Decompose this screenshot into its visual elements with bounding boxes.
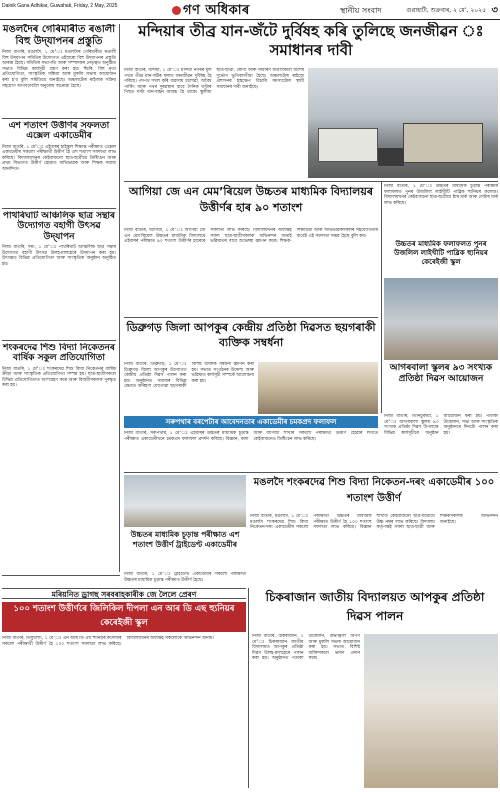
headline: উচ্চতৰ মাধ্যমিক ফলাফলত পুনৰ উজলিল লাইখীটি পাব্লিক হ্যুনিয়ৰ কেৰেইজী স্কুল xyxy=(394,240,488,266)
divider xyxy=(124,472,498,473)
masthead xyxy=(0,0,500,20)
headline: মঙলদৈ শংকৰদেৱ শিশু বিদ্যা নিকেতন-দৰং একাডেমীৰ ১০০ শতাংশ উত্তীৰ্ণ xyxy=(253,477,495,504)
article-body: নিজা বাতৰি, ১ মে’ঃ এইবাৰৰ হাইস্কুল শিক্ষান্ত পৰীক্ষাত এক্সেল একাডেমীৰ সকলো পৰীক্ষাৰ্থী উত্তীৰ্ণ হৈ এশ শতাংশ সফলতা লাভ কৰিছে। বিদ্যালয়খনৰ কেইবাজনো ছাত্ৰ-ছাত্ৰীয়ে ডিষ্টিংচন আৰু প্ৰথম বিভাগত উত্তীৰ্ণ হোৱাত অভিভাৱক আৰু শিক্ষক সমাজ আনন্দিত। xyxy=(2,144,116,173)
felicitation-photo xyxy=(258,362,378,414)
vehicle-shape xyxy=(378,148,404,166)
column-divider xyxy=(381,181,382,413)
article-a7-text xyxy=(384,184,498,238)
brand-logo xyxy=(170,1,250,22)
headline: আগিয়া জে এন মেম’ৰিয়েল উচ্চতৰ মাধ্যমিক বিদ্যালয়ৰ উত্তীৰ্ণৰ হাৰ ৯০ শতাংশ xyxy=(128,185,374,214)
article-a10-body: নিজা বাতৰি, সৰুপথাৰ, ১ মে’ঃ এইবাৰৰ উচ্চতৰ মাধ্যমিক চূড়ান্ত পৰীক্ষাত একাডেমীখনে চমকপ্ৰদ ফলাফল প্ৰদৰ্শন কৰিছে। বিজ্ঞান, কলা আৰু বাণিজ্য শাখাৰ সকলো পৰীক্ষাৰ্থী উত্তীৰ্ণ হোৱাৰ লগতে কেইবাজনেও ডিষ্টিংচন লাভ কৰিছে। xyxy=(124,431,378,442)
article-a15-body: নিজা বাতৰি, চিকৰাজান, ১ মে’ঃ চিকৰাজান জাতীয় বিদ্যালয়ত আপকুৰ প্ৰতিষ্ঠা দিৱস উলহ-মালহেৰে পালন কৰা হয়। অনুষ্ঠানত পতাকা উত্তোলন, শ্ৰদ্ধাঞ্জলি অৰ্পণ আৰু মুকলি সভাৰ আয়োজন কৰা হয়। সভাত বিশিষ্ট ব্যক্তিসকলে ভাষণ প্ৰদান কৰে। xyxy=(252,634,360,662)
headline: পাথৰিঘাট আঞ্চলিক ছাত্ৰ সন্থাৰ উদ্যোগত বহাগী উৎসৱ উদ্‌যাপন xyxy=(2,211,116,242)
article-a10-headline-band: সৰুপথাৰ বৰপেটাৰ আবেদনতাৰ একাডেমীৰ চমকপ্ৰদ ফলাফল xyxy=(124,416,378,428)
divider xyxy=(124,181,498,182)
bus-shape xyxy=(403,123,483,163)
page-number: ৩ xyxy=(491,5,498,16)
article-body: নিজা বাতৰি, ১ মে’ঃ শংকৰদেৱ শিশু বিদ্যা নিকেতনৰ বাৰ্ষিক ক্ৰীড়া আৰু সাংস্কৃতিক প্ৰতিযোগিতা সম্পন্ন হয়। ছাত্ৰ-ছাত্ৰীসকলে বিভিন্ন প্ৰতিযোগিতাত অংশগ্ৰহণ কৰে আৰু বিজয়ীসকলক পুৰস্কৃত কৰা হয়। xyxy=(2,366,116,389)
article-a15-headline-box xyxy=(252,588,498,630)
headline: মঙলদৈৰ গেৰিমাৰীত ৰঙালী বিহু উদ্‌যাপনৰ প্ৰস্তুতি xyxy=(2,24,116,47)
article-a12-headline-box xyxy=(124,530,246,570)
headline: চিকৰাজান জাতীয় বিদ্যালয়ত আপকুৰ প্ৰতিষ্ঠা দিৱস পালন xyxy=(265,590,485,623)
article-a2 xyxy=(2,121,116,205)
article-body: নিজা বাতৰি, মঙলদৈ, ১ মে’ঃ মঙলদৈৰ গেৰিমাৰীত ৰঙালী বিহু উদ্‌যাপন সমিতিৰ উদ্যোগত এইবাৰো বিহু উদ্‌যাপনৰ প্ৰস্তুতি আৰম্ভ হৈছে। সমিতিৰ সভাপতি আৰু সম্পাদকৰ নেতৃত্বত অনুষ্ঠিত সভাত বিভিন্ন কাৰ্যসূচী গ্ৰহণ কৰা হয়। হুঁচৰি, বিহু নৃত্য প্ৰতিযোগিতা, সাংস্কৃতিক সন্ধিয়া আৰু মুকলি সভাৰ আয়োজন কৰা হ’ব বুলি সমিতিয়ে জনাইছে। অঞ্চলটোৰ ৰাইজক সক্ৰিয় সহযোগ আগবঢ়াবলৈ অনুৰোধ জনোৱা হৈছে। xyxy=(2,50,116,89)
divider xyxy=(2,208,116,209)
article-a3 xyxy=(2,211,116,337)
issue-date: গুৱাহাটী, শুক্ৰবাৰ, ২ মে’, ২০২৫ xyxy=(406,7,486,14)
divider xyxy=(2,118,116,119)
headline: উচ্চতৰ মাধ্যমিক চূড়ান্ত পৰীক্ষাত এশ শতাংশ উত্তীৰ্ণ ট্ৰাইডেণ্ট একাডেমীৰ xyxy=(130,530,240,549)
article-a14-headline-box xyxy=(2,602,246,632)
article-a6-body: নিজা বাতৰি, আগিয়া, ১ মে’ঃ আগিয়া জে এন মেম’ৰিয়েল উচ্চতৰ মাধ্যমিক বিদ্যালয়ে এইবাৰৰ পৰীক্ষাত ৯০ শতাংশ উত্তীৰ্ণৰ হাৰেৰে সফলতা লাভ কৰিছে। বিদ্যালয়খনৰ অধ্যক্ষই সফল ছাত্ৰ-ছাত্ৰীসকলক অভিনন্দন জনাই ভৱিষ্যতৰ বাবে শুভেচ্ছা জ্ঞাপন কৰে। শিক্ষক-শিক্ষয়িত্ৰী আৰু অভিভাৱকসকলৰ সহযোগিতাৰ বাবেই এই সফলতা সম্ভৱ হৈছে বুলি কয়। xyxy=(124,228,378,245)
divider xyxy=(124,317,378,318)
article-a13-headline-band: মৰিয়নিত ড্ৰাগছ সৰবৰাহকাৰীক জে লৈলে প্ৰেৰণ xyxy=(2,588,246,599)
chikrajan-school-photo xyxy=(364,634,498,788)
students-group-photo xyxy=(124,475,246,527)
article-a9-headline-box xyxy=(384,363,498,411)
article-body: নিজা বাতৰি, দৰং, ১ মে’ঃ পাথৰিঘাট আঞ্চলিক ছাত্ৰ সন্থাৰ উদ্যোগত বহাগী উৎসৱ উলহ-মালহেৰে উদ্‌যাপন কৰা হয়। উৎসৱত বিভিন্ন প্ৰতিযোগিতা আৰু সাংস্কৃতিক অনুষ্ঠান অনুষ্ঠিত হয়। xyxy=(2,245,116,267)
article-a11-body: নিজা বাতৰি, মঙলদৈ, ১ মে’ঃ মঙলদৈ শংকৰদেৱ শিশু বিদ্যা নিকেতন-দৰং একাডেমীৰ সকলো পৰীক্ষাৰ্থী উচ্চতৰ মাধ্যমিক পৰীক্ষাত উত্তীৰ্ণ হৈ ১০০ শতাংশ সফলতা লাভ কৰিছে। বিজ্ঞান শাখাত কেইবাজনো ছাত্ৰ-ছাত্ৰীয়ে উচ্চ নম্বৰ লাভ কৰিছে। বিদ্যালয় কৰ্তৃপক্ষই সফল ছাত্ৰ-ছাত্ৰী আৰু শিক্ষকসকলক অভিনন্দন জনাইছে। xyxy=(250,514,498,531)
article-a7-headline-box xyxy=(384,240,498,274)
article-a8-body: নিজা বাতৰি, ডিব্ৰুগড়, ১ মে’ঃ ডিব্ৰুগড় জিলা আপকুৰ উদ্যোগত কেন্দ্ৰীয় প্ৰতিষ্ঠা দিৱস পালন কৰা হয়। অনুষ্ঠানত সমাজৰ বিভিন্ন ক্ষেত্ৰত অৰিহণা যোগোৱা ছয়গৰাকী বিশিষ্ট ব্যক্তিক সম্বৰ্ধনা জ্ঞাপন কৰা হয়। সভাত সংগঠনৰ উদ্দেশ্য আৰু ভৱিষ্যত কাৰ্যসূচী সম্পৰ্কে আলোচনা কৰা হয়। xyxy=(124,362,254,390)
article-a6-headline-box xyxy=(124,184,378,224)
lead-headline: মন্দিয়াৰ তীব্ৰ যান-জঁটে দুৰ্বিষহ কৰি তুলিছে জনজীৱন ঃ সমাধানৰ দাবী xyxy=(138,22,484,59)
divider xyxy=(2,340,116,341)
article-a9-body: নিজা বাতৰি, তিনিচুকীয়া, ১ মে’ঃ আগৰবালা স্কুলৰ ৯৩ সংখ্যক প্ৰতিষ্ঠা দিৱস উপলক্ষে বিভিন্ন কাৰ্যসূচীৰে অনুষ্ঠান আয়োজন কৰা হয়। পতাকা উত্তোলন, সভা আৰু সাংস্কৃতিক অনুষ্ঠানৰে দিনটো পালন কৰা হয়। xyxy=(384,414,498,436)
paper-line: Dainik Gana Adhikar, Guwahati, Friday, 2 May, 2025 xyxy=(2,3,118,9)
headline: আগৰবালা স্কুলৰ ৯৩ সংখ্যক প্ৰতিষ্ঠা দিৱস আয়োজন xyxy=(389,363,493,384)
traffic-jam-photo xyxy=(308,68,498,178)
divider xyxy=(2,575,120,576)
article-a11-headline-box xyxy=(250,475,498,511)
truck-shape xyxy=(318,128,378,162)
headline: শংকৰদেৱ শিশু বিদ্যা নিকেতনৰ বাৰ্ষিক সকুল প্ৰতিযোগিতা xyxy=(3,343,115,364)
headline: ডিব্ৰুগড় জিলা আপকুৰ কেন্দ্ৰীয় প্ৰতিষ্ঠা দিৱসত ছয়গৰাকী ব্যক্তিক সম্বৰ্ধনা xyxy=(126,321,376,349)
article-body: নিজা বাতৰি, ১ মে’ঃ উচ্চতৰ মাধ্যমিক চূড়ান্ত পৰীক্ষাৰ ফলাফলত পুনৰ উজলিল লাইখীটি পাব্লিক হ্যুনিয়ৰ কলেজ। বিদ্যালয়খনৰ কেইবাজনো ছাত্ৰ-ছাত্ৰীয়ে ষ্টাৰ মাৰ্ক আৰু লেটাৰ মাৰ্ক লাভ কৰিছে। xyxy=(384,184,498,206)
article-a1 xyxy=(2,24,116,114)
school-students-photo xyxy=(384,278,498,360)
headline: ১০০ শতাংশ উত্তীৰ্ণৰে জিলিকিল দীপলা এন আৰ ডি এছ হ্যুনিয়ৰ কেৰেইজী স্কুল xyxy=(13,604,235,628)
column-divider xyxy=(119,24,120,572)
article-a8-headline-box xyxy=(124,320,378,360)
logo-dot-icon xyxy=(172,6,181,15)
lead-article-body: নিজা বাতৰি, মন্দিয়া, ১ মে’ঃ মন্দিয়া নগৰৰ মূল পথত তীব্ৰ যান-জঁটৰ ফলত জনজীৱন দুৰ্বিষহ হৈ পৰিছে। পদপথ দখল কৰি ব্যৱসায় চলোৱা, অবৈধ পাৰ্কিং আৰু পথৰ দুৰৱস্থাৰ বাবে দৈনিক ঘণ্টাৰ পিছত ঘণ্টা যান-বাহন আবদ্ধ হৈ থাকে। স্কুলীয়া ছাত্ৰ-ছাত্ৰী, ৰোগী আৰু সাধাৰণ যাত্ৰীসকলে অশেষ দুৰ্ভোগ ভুগিবলগীয়া হৈছে। অঞ্চলটোৰ ৰাইজে প্ৰশাসনৰ হস্তক্ষেপ বিচাৰি সমস্যাটোৰ স্থায়ী সমাধানৰ দাবী জনাইছে। xyxy=(124,68,304,96)
article-a12-body: নিজা বাতৰি, ১ মে’ঃ ট্ৰাইডেণ্ট একাডেমীৰ সকলো পৰীক্ষাৰ্থী উচ্চতৰ মাধ্যমিক চূড়ান্ত পৰীক্ষাত উত্তীৰ্ণ হৈছে। xyxy=(124,572,246,583)
brand-name: গণ অধিকাৰ xyxy=(183,3,250,18)
lead-headline-box xyxy=(124,22,498,66)
article-a14-body: নিজা বাতৰি, ডিফুলোং, ১ মে’ঃ এন আৰ ডি এছ হ্যুনিয়ৰ কলেজৰ সকলো পৰীক্ষাৰ্থী উত্তীৰ্ণ হৈ ১০০ শতাংশ সফলতা লাভ কৰিছে। বিদ্যালয়খনৰ অধ্যক্ষই সকলোকে অভিনন্দন জনায়। xyxy=(2,636,215,647)
article-a4 xyxy=(2,343,116,571)
section-name: স্থানীয় সংবাদ xyxy=(340,6,382,15)
headline: এশ শতাংশ উত্তীৰ্ণৰ সফলতা এক্সেল একাডেমীৰ xyxy=(8,121,110,142)
column-divider xyxy=(248,588,249,788)
